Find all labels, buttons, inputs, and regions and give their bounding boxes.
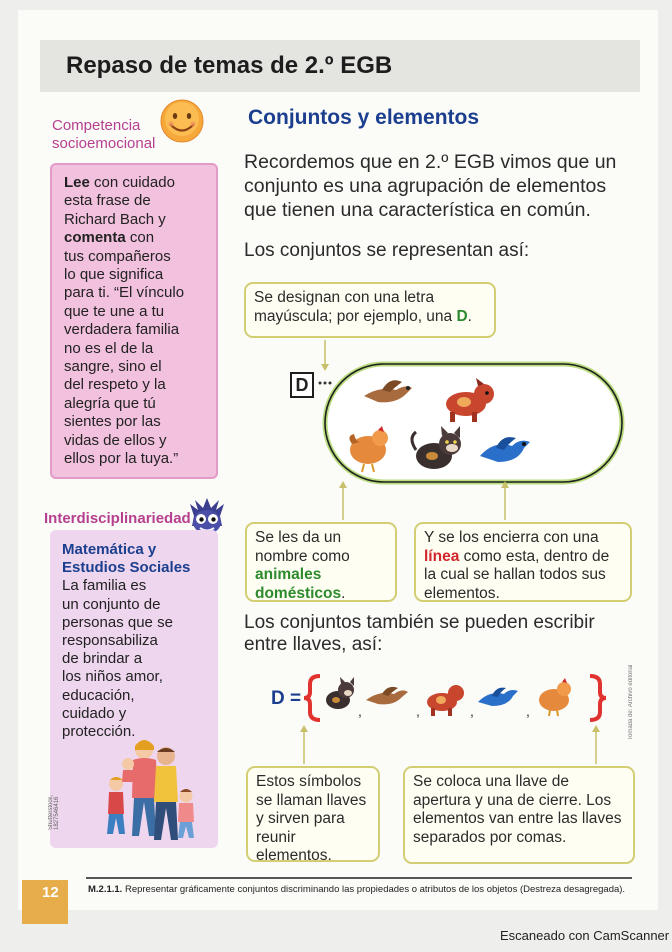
- bird-brown-small-icon: [366, 687, 408, 705]
- set-letter-box: D: [290, 372, 314, 398]
- quote-text: del respeto y la: [64, 376, 166, 394]
- quote-text: verdadera familia: [64, 321, 180, 339]
- skill-text: Representar gráficamente conjuntos discriminando las propiedades o atributos de los objetos (Destreza desagregada).: [122, 884, 626, 895]
- quote-text: ellos por la tuya.”: [64, 450, 179, 468]
- callout3-bold: línea: [424, 547, 460, 565]
- family-line: los niños amor,: [62, 668, 163, 686]
- page-title: Repaso de temas de 2.º EGB: [66, 52, 393, 79]
- intro-line: Recordemos que en 2.º EGB vimos que un: [244, 151, 617, 173]
- svg-text:,: ,: [416, 703, 420, 719]
- callout2-end: .: [341, 584, 346, 602]
- family-line: de brindar a: [62, 650, 143, 668]
- quote-text: con cuidado: [89, 174, 175, 191]
- family-line: personas que se: [62, 613, 173, 631]
- bird-blue-small-icon: [478, 688, 518, 706]
- family-line: protección.: [62, 723, 136, 741]
- skill-code: M.2.1.1.: [88, 884, 123, 895]
- image-credit-left: Shutterstock, 1827546416: [48, 794, 60, 830]
- callout-braces-symbols: Estos símbolos se llaman llaves y sirven para reunir elementos.: [246, 766, 380, 862]
- quote-text: Richard Bach y: [64, 210, 166, 228]
- quote-text: no es el de la: [64, 339, 154, 357]
- family-line: un conjunto de: [62, 595, 161, 613]
- svg-text:,: ,: [470, 703, 474, 719]
- callout-set-name: [245, 522, 397, 602]
- callout2-bold: animales domésticos: [255, 566, 342, 602]
- image-credit-right: Tomada de: Archivo editorial: [628, 664, 634, 740]
- quote-text: esta frase de: [64, 192, 151, 210]
- callout2-text: Se les da un nombre como: [255, 529, 350, 565]
- intro-line: que tienen una característica en común.: [244, 199, 591, 221]
- quote-bold: comenta: [64, 229, 126, 247]
- quote-text: lo que significa: [64, 266, 164, 284]
- callout-set-line: [414, 522, 632, 602]
- quote-text: que te une a tu: [64, 302, 165, 320]
- callout1-bold: D: [456, 307, 468, 325]
- page-number: 12: [42, 884, 59, 901]
- braces-sentence: [244, 612, 646, 656]
- svg-text:,: ,: [526, 703, 530, 719]
- hen-small-icon: [539, 678, 571, 716]
- cat-small-icon: [326, 677, 354, 709]
- subject-line1: Matemática y: [62, 541, 157, 558]
- family-line: educación,: [62, 686, 135, 704]
- quote-text: sangre, sino el: [64, 358, 162, 376]
- callout3-text: Y se los encierra con una: [424, 529, 599, 546]
- callout3-end: como esta, dentro de la cual se hallan todos sus elementos.: [424, 547, 610, 602]
- callout-braces-usage: Se coloca una llave de apertura y una de cierre. Los elementos van entre las llaves separados por comas.: [403, 766, 635, 864]
- connector-arrow: [321, 364, 329, 371]
- competencia-title-line2: socioemocional: [52, 135, 156, 152]
- quote-text: con: [125, 229, 155, 247]
- opening-brace: [304, 676, 320, 720]
- svg-text:,: ,: [358, 703, 362, 719]
- represent-sentence: Los conjuntos se representan así:: [244, 240, 530, 261]
- set-outline: [325, 364, 622, 482]
- family-line: cuidado y: [62, 704, 127, 722]
- quote-text: alegría que tú: [64, 394, 156, 412]
- family-line: responsabiliza: [62, 632, 158, 650]
- set-equation-label: D =: [271, 688, 302, 709]
- dog-small-icon: [427, 685, 464, 716]
- subject-line2: Estudios Sociales: [62, 559, 191, 577]
- intro-line: conjunto es una agrupación de elementos: [244, 175, 607, 197]
- quote-text: tus compañeros: [64, 247, 171, 265]
- scanner-watermark: Escaneado con CamScanner: [500, 928, 670, 943]
- footer-skill: [88, 884, 648, 895]
- quote-text: sientes por las: [64, 413, 161, 431]
- competencia-title-line1: Competencia: [52, 117, 141, 134]
- interdisciplinariedad-title: Interdisciplinariedad: [44, 510, 191, 527]
- braces-line: entre llaves, así:: [244, 634, 383, 655]
- closing-brace: [590, 676, 606, 720]
- quote-bold: Lee: [64, 174, 90, 191]
- callout1-text: Se designan con una letra mayúscula; por ejemplo, una: [254, 289, 457, 325]
- quote-text: vidas de ellos y: [64, 431, 167, 449]
- callout1-end: .: [467, 307, 472, 325]
- section-title: Conjuntos y elementos: [248, 106, 480, 129]
- braces-line: Los conjuntos también se pueden escribir: [244, 612, 595, 633]
- quote-text: para ti. “El vínculo: [64, 284, 185, 302]
- family-line: La familia es: [62, 577, 147, 595]
- footer-divider: [86, 877, 632, 879]
